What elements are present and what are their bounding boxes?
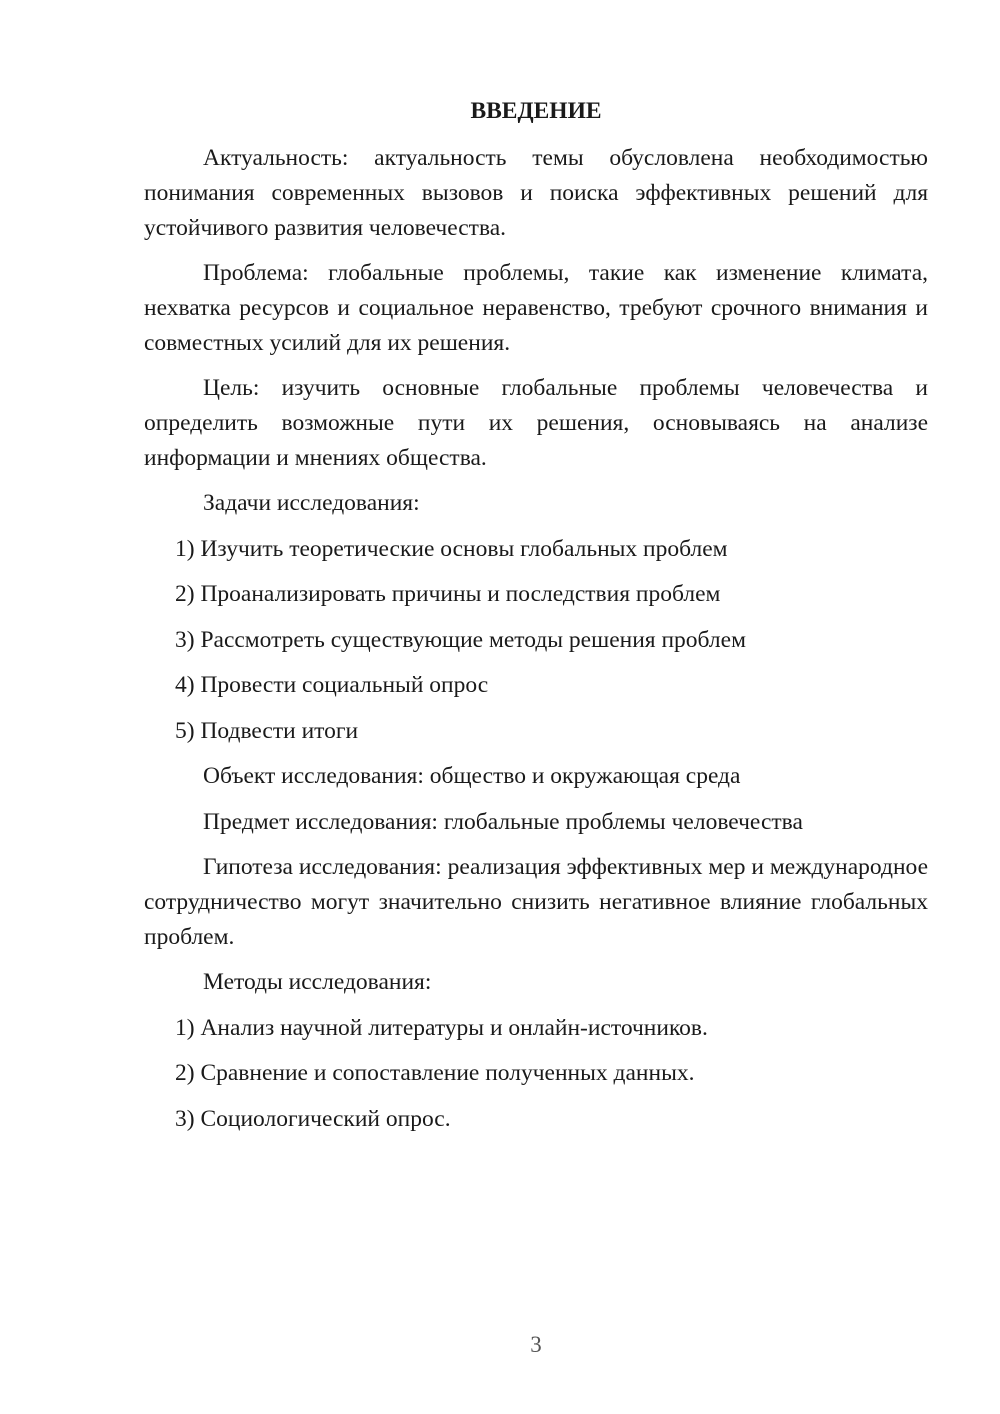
object-line: Объект исследования: общество и окружающая среда [203, 763, 741, 789]
list-item: 2) Проанализировать причины и последствия проблем [175, 581, 721, 607]
tasks-list [144, 532, 928, 749]
tasks-heading: Задачи исследования: [203, 490, 420, 516]
problem-paragraph: Проблема: глобальные проблемы, такие как изменение климата, нехватка ресурсов и социальное неравенство, требуют срочного внимания и совместных усилий для их решения. [144, 260, 928, 356]
list-item: 4) Провести социальный опрос [175, 672, 489, 698]
relevance-paragraph: Актуальность: актуальность темы обусловлена необходимостью понимания современных вызовов и поиска эффективных решений для устойчивого развития человечества. [144, 145, 928, 241]
list-item: 3) Социологический опрос. [175, 1105, 451, 1132]
list-item: 1) Изучить теоретические основы глобальных проблем [175, 535, 728, 562]
section-title: ВВЕДЕНИЕ [470, 98, 602, 124]
goal-paragraph: Цель: изучить основные глобальные проблемы человечества и определить возможные пути их решения, основываясь на анализе информации и мнениях общества. [144, 375, 928, 471]
methods-heading: Методы исследования: [203, 969, 432, 995]
list-item: 3) Рассмотреть существующие методы решения проблем [175, 626, 746, 653]
list-item: 1) Анализ научной литературы и онлайн-источников. [175, 1014, 708, 1041]
page-content [144, 94, 928, 1147]
hypothesis-paragraph: Гипотеза исследования: реализация эффективных мер и международное сотрудничество могут значительно снизить негативное влияние глобальных проблем. [144, 854, 928, 950]
list-item: 2) Сравнение и сопоставление полученных данных. [175, 1060, 695, 1086]
subject-line: Предмет исследования: глобальные проблемы человечества [203, 808, 803, 835]
methods-list [144, 1011, 928, 1137]
page-number: 3 [530, 1332, 542, 1357]
list-item: 5) Подвести итоги [175, 717, 359, 744]
